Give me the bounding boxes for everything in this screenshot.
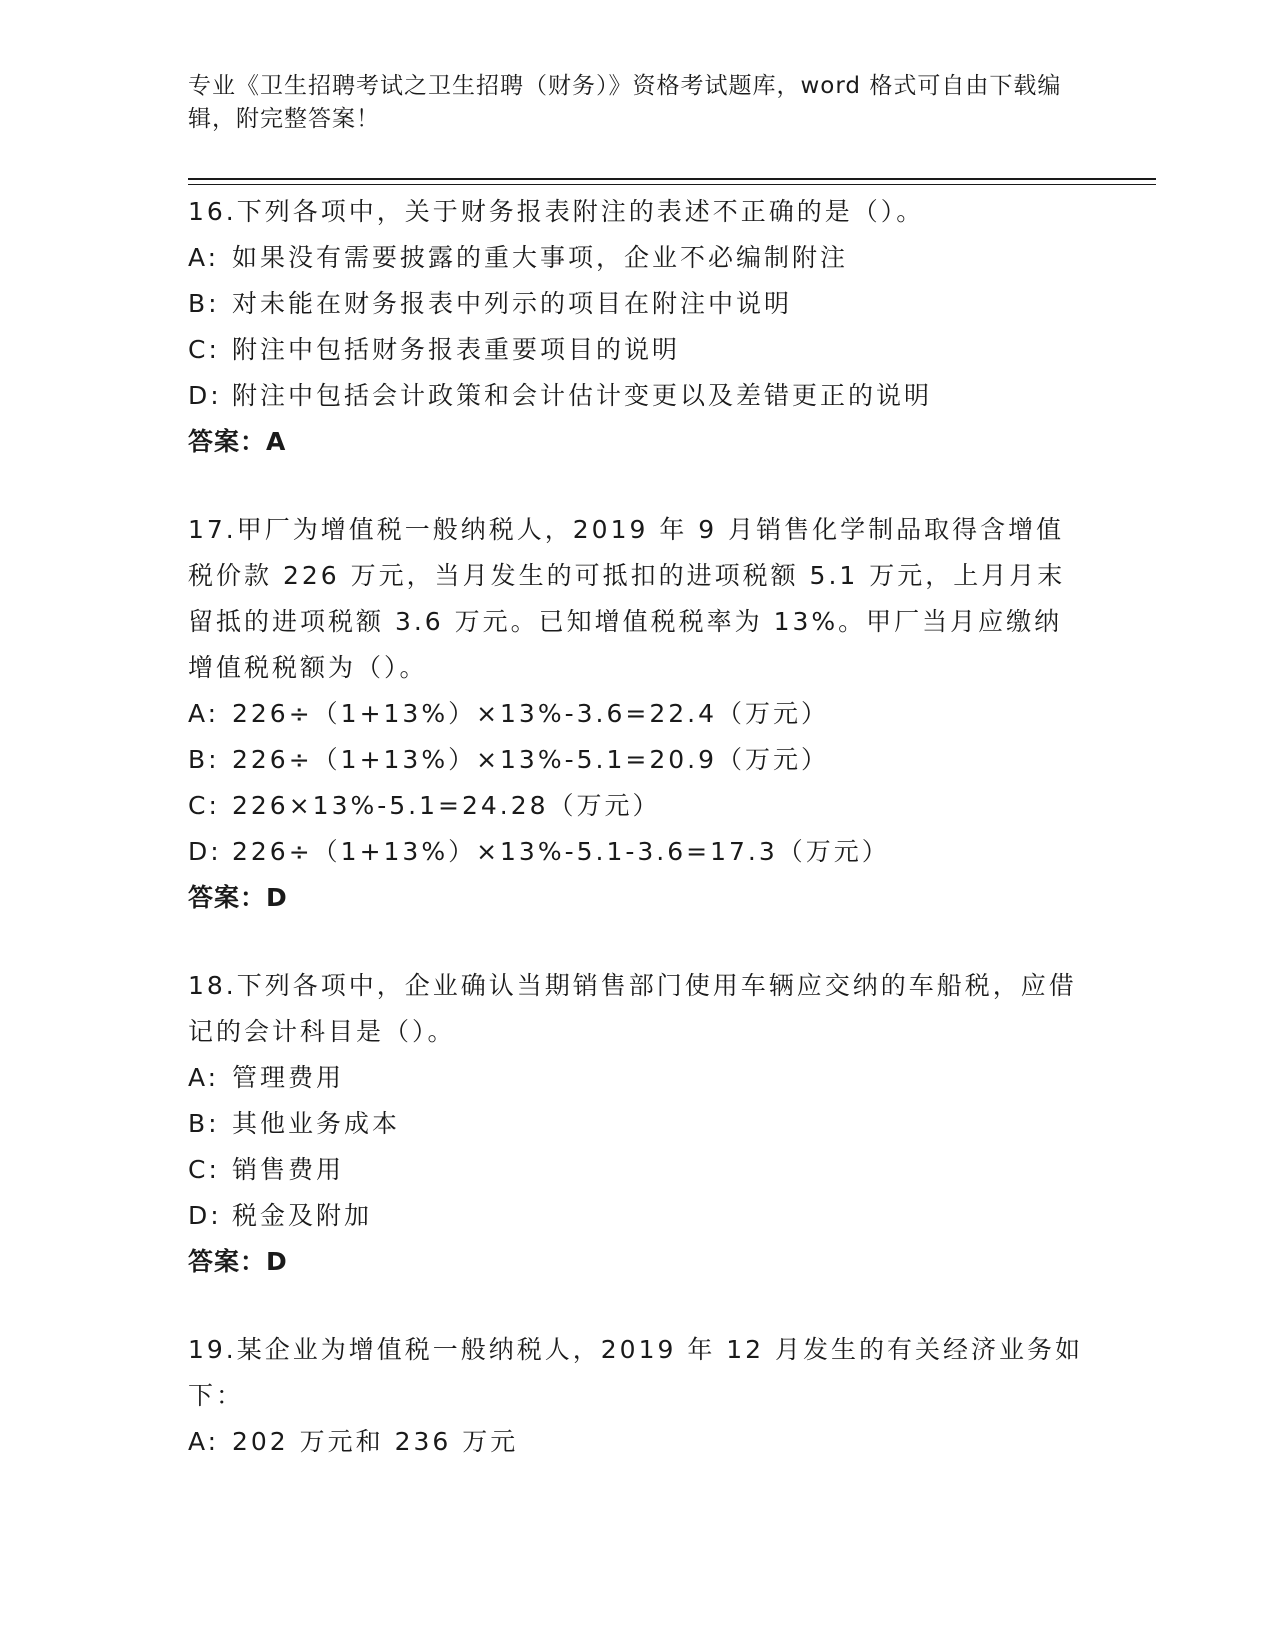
option-letter: C:: [188, 1155, 220, 1184]
option-text: 其他业务成本: [232, 1109, 401, 1138]
option-text: 税金及附加: [232, 1201, 373, 1230]
option-letter: D:: [188, 837, 222, 866]
option-letter: B:: [188, 1109, 220, 1138]
option-letter: A:: [188, 243, 220, 272]
option-text: 附注中包括会计政策和会计估计变更以及差错更正的说明: [232, 381, 933, 410]
question-list: [188, 189, 1088, 1507]
option-letter: D:: [188, 381, 222, 410]
option-letter: C:: [188, 791, 220, 820]
answer-option: [188, 1193, 1088, 1239]
question-block: [188, 963, 1088, 1285]
header-rule-thin: [188, 184, 1156, 185]
answer-key: 答案：D: [188, 883, 288, 912]
option-letter: C:: [188, 335, 220, 364]
option-text: 销售费用: [232, 1155, 345, 1184]
question-stem: 16.下列各项中，关于财务报表附注的表述不正确的是（）。: [188, 197, 925, 226]
option-text: 226÷（1+13%）×13%-3.6=22.4（万元）: [232, 699, 829, 728]
option-text: 202 万元和 236 万元: [232, 1427, 519, 1456]
answer-option: [188, 1055, 1088, 1101]
question-block: [188, 189, 1088, 465]
option-text: 如果没有需要披露的重大事项，企业不必编制附注: [232, 243, 849, 272]
answer-option: [188, 327, 1088, 373]
option-letter: A:: [188, 1427, 220, 1456]
option-text: 管理费用: [232, 1063, 345, 1092]
option-letter: B:: [188, 289, 220, 318]
question-stem: 17.甲厂为增值税一般纳税人，2019 年 9 月销售化学制品取得含增值税价款 226 万元，当月发生的可抵扣的进项税额 5.1 万元，上月月末留抵的进项税额 3.6 万元。已知增值税税率为 13%。甲厂当月应缴纳增值税税额为（）。: [188, 515, 1066, 682]
option-text: 226×13%-5.1=24.28（万元）: [232, 791, 661, 820]
option-text: 附注中包括财务报表重要项目的说明: [232, 335, 681, 364]
header-rule-thick: [188, 178, 1156, 180]
answer-option: [188, 1147, 1088, 1193]
question-stem: 19.某企业为增值税一般纳税人，2019 年 12 月发生的有关经济业务如下：: [188, 1335, 1084, 1410]
option-letter: A:: [188, 699, 220, 728]
answer-key: 答案：A: [188, 427, 287, 456]
option-text: 226÷（1+13%）×13%-5.1=20.9（万元）: [232, 745, 829, 774]
answer-option: [188, 1101, 1088, 1147]
answer-option: [188, 373, 1088, 419]
question-stem: 18.下列各项中，企业确认当期销售部门使用车辆应交纳的车船税，应借记的会计科目是（）。: [188, 971, 1077, 1046]
answer-option: [188, 829, 1088, 875]
question-block: [188, 507, 1088, 921]
option-text: 对未能在财务报表中列示的项目在附注中说明: [232, 289, 793, 318]
answer-option: [188, 737, 1088, 783]
option-text: 226÷（1+13%）×13%-5.1-3.6=17.3（万元）: [232, 837, 890, 866]
question-block: [188, 1327, 1088, 1465]
option-letter: D:: [188, 1201, 222, 1230]
document-header: 专业《卫生招聘考试之卫生招聘（财务）》资格考试题库，word 格式可自由下载编辑，附完整答案！: [188, 73, 1062, 132]
answer-option: [188, 281, 1088, 327]
option-letter: B:: [188, 745, 220, 774]
answer-option: [188, 783, 1088, 829]
answer-option: [188, 1419, 1088, 1465]
option-letter: A:: [188, 1063, 220, 1092]
answer-option: [188, 235, 1088, 281]
answer-option: [188, 691, 1088, 737]
answer-key: 答案：D: [188, 1247, 288, 1276]
